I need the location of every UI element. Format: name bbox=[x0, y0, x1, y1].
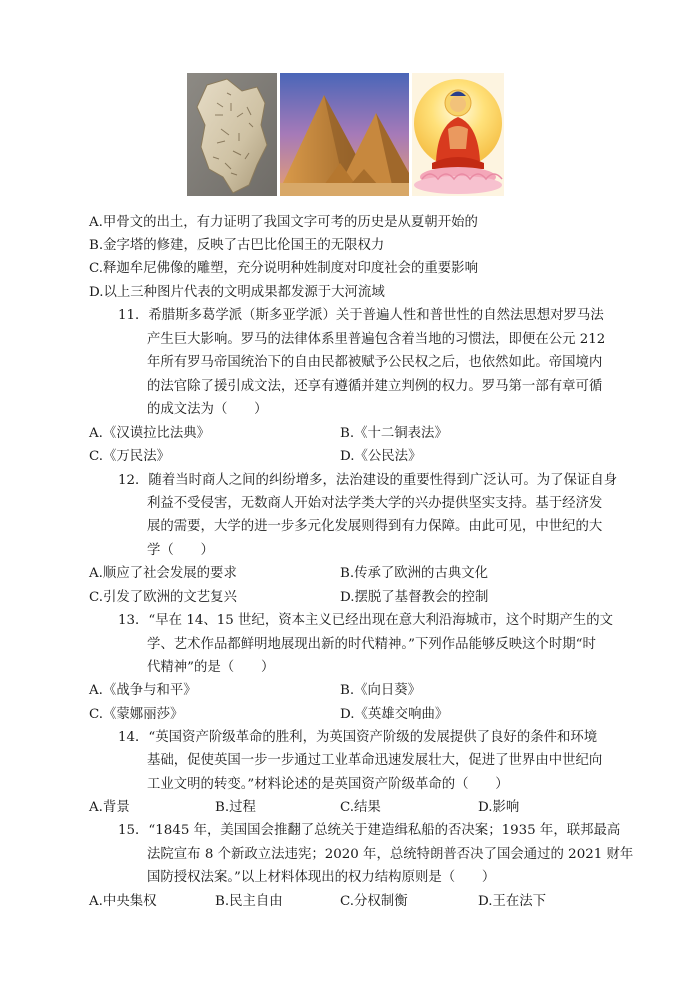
q14-stem-line-3: 工业文明的转变。”材料论述的是英国资产阶级革命的（ ） bbox=[147, 777, 509, 792]
q14-stem-line-2: 基础，促使英国一步一步通过工业革命迅速发展壮大，促进了世界由中世纪向 bbox=[147, 753, 603, 768]
q14-option-d: D.影响 bbox=[478, 800, 520, 815]
q12-stem-line-1: 12．随着当时商人之间的纠纷增多，法治建设的重要性得到广泛认可。为了保证自身 bbox=[118, 473, 618, 488]
q13-option-a: A.《战争与和平》 bbox=[89, 683, 197, 698]
buddha-image bbox=[412, 73, 504, 196]
q14-option-a: A.背景 bbox=[89, 800, 130, 815]
q11-option-c: C.《万民法》 bbox=[89, 449, 170, 464]
q12-option-a: A.顺应了社会发展的要求 bbox=[89, 566, 237, 581]
q13-option-d: D.《英雄交响曲》 bbox=[340, 707, 449, 722]
oracle-bone-image bbox=[187, 73, 277, 196]
q12-stem-line-4: 学（ ） bbox=[147, 543, 214, 558]
q13-option-b: B.《向日葵》 bbox=[340, 683, 422, 698]
q11-stem-line-3: 年所有罗马帝国统治下的自由民都被赋予公民权之后，也依然如此。帝国境内 bbox=[147, 355, 603, 370]
q12-stem-line-2: 利益不受侵害，无数商人开始对法学类大学的兴办提供坚实支持。基于经济发 bbox=[147, 496, 603, 511]
q12-stem-line-3: 展的需要，大学的进一步多元化发展则得到有力保障。由此可见，中世纪的大 bbox=[147, 519, 603, 534]
q12-option-c: C.引发了欧洲的文艺复兴 bbox=[89, 590, 237, 605]
q10-option-c: C.释迦牟尼佛像的雕塑，充分说明种姓制度对印度社会的重要影响 bbox=[89, 261, 478, 276]
q15-option-a: A.中央集权 bbox=[89, 894, 157, 909]
q11-option-d: D.《公民法》 bbox=[340, 449, 422, 464]
q14-option-c: C.结果 bbox=[340, 800, 381, 815]
q13-option-c: C.《蒙娜丽莎》 bbox=[89, 707, 184, 722]
q13-stem-line-1: 13．“早在 14、15 世纪，资本主义已经出现在意大利沿海城市，这个时期产生的文 bbox=[118, 613, 613, 628]
q15-option-d: D.王在法下 bbox=[478, 894, 547, 909]
q15-option-b: B.民主自由 bbox=[215, 894, 283, 909]
q14-stem-line-1: 14．“英国资产阶级革命的胜利，为英国资产阶级的发展提供了良好的条件和环境 bbox=[118, 730, 598, 745]
q15-stem-line-2: 法院宣布 8 个新政立法违宪；2020 年，总统特朗普否决了国会通过的 2021 财年 bbox=[147, 847, 634, 862]
q12-option-b: B.传承了欧洲的古典文化 bbox=[340, 566, 489, 581]
q15-stem-line-3: 国防授权法案。”以上材料体现出的权力结构原则是（ ） bbox=[147, 870, 496, 885]
pyramids-image bbox=[280, 73, 409, 196]
q11-stem-line-5: 的成文法为（ ） bbox=[147, 402, 268, 417]
q11-stem-line-2: 产生巨大影响。罗马的法律体系里普遍包含着当地的习惯法，即便在公元 212 bbox=[147, 332, 606, 347]
q11-option-a: A.《汉谟拉比法典》 bbox=[89, 426, 211, 441]
q15-option-c: C.分权制衡 bbox=[340, 894, 408, 909]
q11-stem-line-4: 的法官除了援引成文法，还享有遵循并建立判例的权力。罗马第一部有章可循 bbox=[147, 379, 603, 394]
q14-option-b: B.过程 bbox=[215, 800, 256, 815]
q13-stem-line-3: 代精神”的是（ ） bbox=[147, 660, 275, 675]
q12-option-d: D.摆脱了基督教会的控制 bbox=[340, 590, 489, 605]
q11-option-b: B.《十二铜表法》 bbox=[340, 426, 448, 441]
q15-stem-line-1: 15．“1845 年，美国国会推翻了总统关于建造缉私船的否决案；1935 年，联邦最高 bbox=[118, 823, 621, 838]
q10-option-d: D.以上三种图片代表的文明成果都发源于大河流域 bbox=[89, 285, 385, 300]
q13-stem-line-2: 学、艺术作品都鲜明地展现出新的时代精神。”下列作品能够反映这个时期“时 bbox=[147, 637, 596, 652]
q11-stem-line-1: 11．希腊斯多葛学派（斯多亚学派）关于普遍人性和普世性的自然法思想对罗马法 bbox=[118, 308, 604, 323]
q10-option-a: A.甲骨文的出土，有力证明了我国文字可考的历史是从夏朝开始的 bbox=[89, 215, 478, 230]
q10-option-b: B.金字塔的修建，反映了古巴比伦国王的无限权力 bbox=[89, 238, 385, 253]
